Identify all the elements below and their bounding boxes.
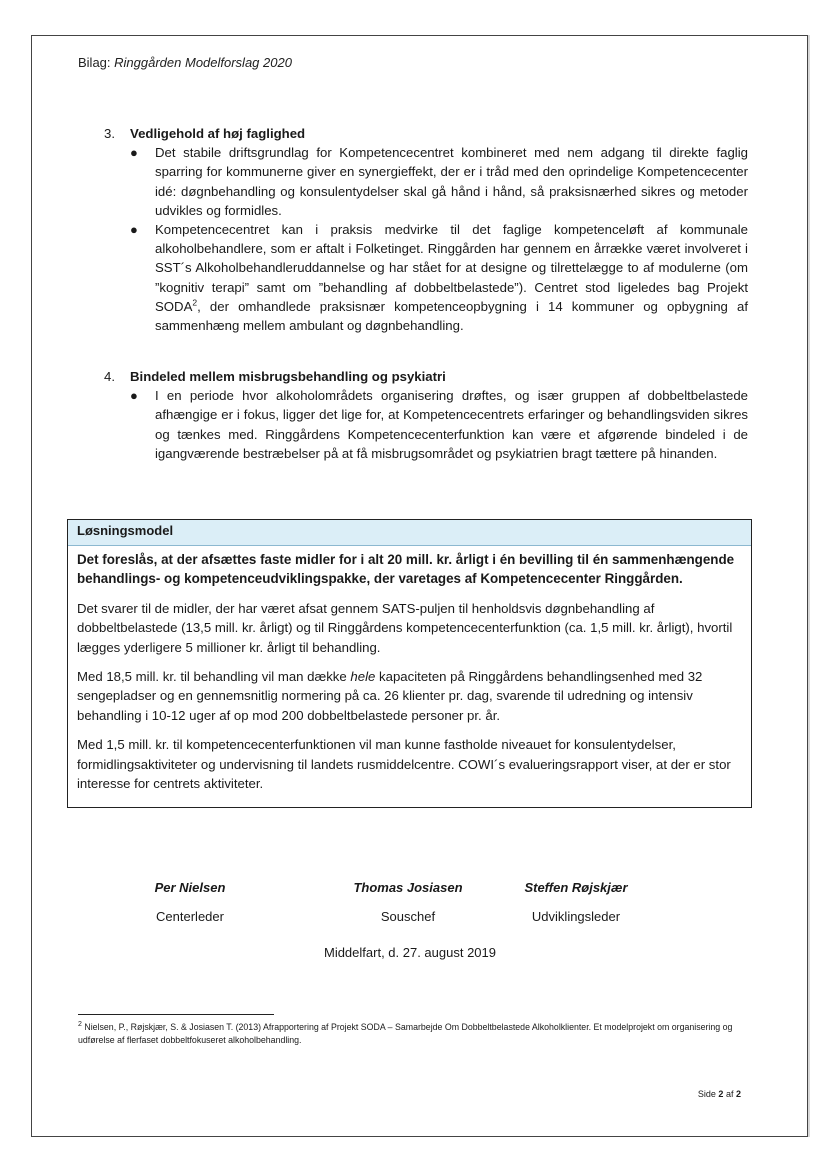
p2-pre: Med 18,5 mill. kr. til behandling vil man dække (77, 669, 347, 685)
signer-role: Udviklingsleder (531, 909, 621, 924)
list-item (130, 386, 748, 463)
page-number (698, 1089, 741, 1099)
bullet-list (78, 143, 748, 335)
section-title: Vedligehold af høj faglighed (130, 126, 306, 141)
solution-heading: Løsningsmodel (68, 520, 751, 546)
section-number: 3. (104, 126, 115, 141)
signer-3 (486, 880, 666, 924)
place-date: Middelfart, d. 27. august 2019 (323, 945, 496, 960)
signer-1 (100, 880, 280, 924)
bullet-text: I en periode hvor alkoholområdets organisering drøftes, og især gruppen af dobbeltbelastede afhængige er i fokus, ligger det lige for, at Kompetencecentrets erfaringer og behandlingsviden sikres og tænkes med. Ringgårdens Kompetencecenterfunktion kan være et afgørende bindeled i de igangværende bestræbelser på at få misbrugsområdet og psykiatrien bragt tættere på hinanden. (155, 388, 748, 461)
section-heading (78, 124, 748, 143)
signer-role: Souschef (380, 909, 436, 924)
footnote-mark: 2 (78, 1021, 82, 1029)
solution-box (67, 519, 752, 808)
footnote-ref[interactable]: 2 (192, 297, 198, 308)
section-heading (78, 367, 748, 386)
bullet-text: Det stabile driftsgrundlag for Kompetencecentret kombineret med nem adgang til direkte faglig sparring for kommunerne giver en synergieffekt, der er i tråd med den oprindelige Kompetencecenter idé: døgnbehandling og konsulentydelser skal gå hånd i hånd, så praksisnærhed sikres og metoder udvikles og formidles. (155, 145, 748, 218)
solution-body (68, 546, 751, 793)
signer-name: Thomas Josiasen (353, 880, 463, 895)
header-title: Ringgården Modelforslag 2020 (114, 55, 292, 70)
signer-name: Steffen Røjskjær (524, 880, 628, 895)
page-current: 2 (718, 1089, 724, 1099)
section-title: Bindeled mellem misbrugsbehandling og psykiatri (130, 369, 446, 384)
p2-post: kapaciteten på Ringgårdens behandlingsenhed med 32 sengepladser og en gennemsnitlig normering på ca. 26 klienter pr. dag, svarende til udredning og intensiv behandling i 10-12 uger af op mod 200 dobbeltbelastede personer pr. år. (77, 669, 703, 723)
bullet-icon: ● (130, 388, 138, 404)
solution-paragraph-2 (77, 667, 742, 725)
page-header (78, 55, 292, 70)
signer-2 (318, 880, 498, 924)
p2-emphasis: hele (350, 669, 376, 685)
section-4 (78, 367, 748, 463)
bullet-icon: ● (130, 222, 138, 238)
solution-paragraph-3: Med 1,5 mill. kr. til kompetencecenterfunktionen vil man kunne fastholde niveauet for konsulentydelser, formidlingsaktiviteter og undervisning til landets rusmiddelcentre. COWI´s evalueringsrapport viser, at der er stor interesse for centrets aktiviteter. (77, 737, 731, 792)
header-label: Bilag: (78, 55, 111, 70)
signer-role: Centerleder (156, 909, 224, 924)
page-total: 2 (735, 1089, 741, 1099)
solution-lead: Det foreslås, at der afsættes faste midler for i alt 20 mill. kr. årligt i én bevilling til én sammenhængende behandlings- og kompetenceudviklingspakke, der varetages af Kompetencecenter Ringgården. (77, 552, 735, 587)
footnote (78, 1021, 748, 1047)
list-item (130, 220, 748, 335)
section-number: 4. (104, 369, 115, 384)
solution-paragraph-1: Det svarer til de midler, der har været afsat gennem SATS-puljen til henholdsvis døgnbehandling af dobbeltbelastede (13,5 mill. kr. årligt) og til Ringgårdens kompetencecenterfunktion (ca. 1,5 mill. kr. årligt), hvortil lægges yderligere 5 millioner kr. årligt til behandling. (77, 600, 733, 655)
bullet-list (78, 386, 748, 463)
page-edge-shadow (808, 35, 810, 1137)
section-3 (78, 124, 748, 335)
bullet-icon: ● (130, 145, 138, 161)
bullet-text-tail: , der omhandlede praksisnær kompetenceopbygning i 14 kommuner og opbygning af sammenhæng mellem ambulant og døgnbehandling. (155, 298, 748, 334)
bullet-text: Kompetencecentret kan i praksis medvirke til det faglige kompetenceløft af kommunale alkoholbehandlere, som er aftalt i Folketinget. Ringgården har gennem en årrække været involveret i SST´s Alkoholbehandleruddannelse og har stået for at designe og tilrettelægge to af modulerne (om ”kognitiv terapi” samt om ”behandling af dobbeltbelastede”). Centret stod ligeledes bag Projekt SODA (155, 222, 748, 314)
signer-name: Per Nielsen (154, 880, 226, 895)
footnote-text: Nielsen, P., Røjskjær, S. & Josiasen T. (2013) Afrapportering af Projekt SODA – Samarbejde Om Dobbeltbelastede Alkoholklienter. Et modelprojekt om organisering og udførelse af flerfaset dobbeltfokuseret alkoholbehandling. (78, 1022, 733, 1045)
page-prefix: Side (697, 1089, 716, 1099)
page-sep: af (725, 1089, 734, 1099)
footnote-divider (78, 1014, 274, 1015)
list-item (130, 143, 748, 220)
